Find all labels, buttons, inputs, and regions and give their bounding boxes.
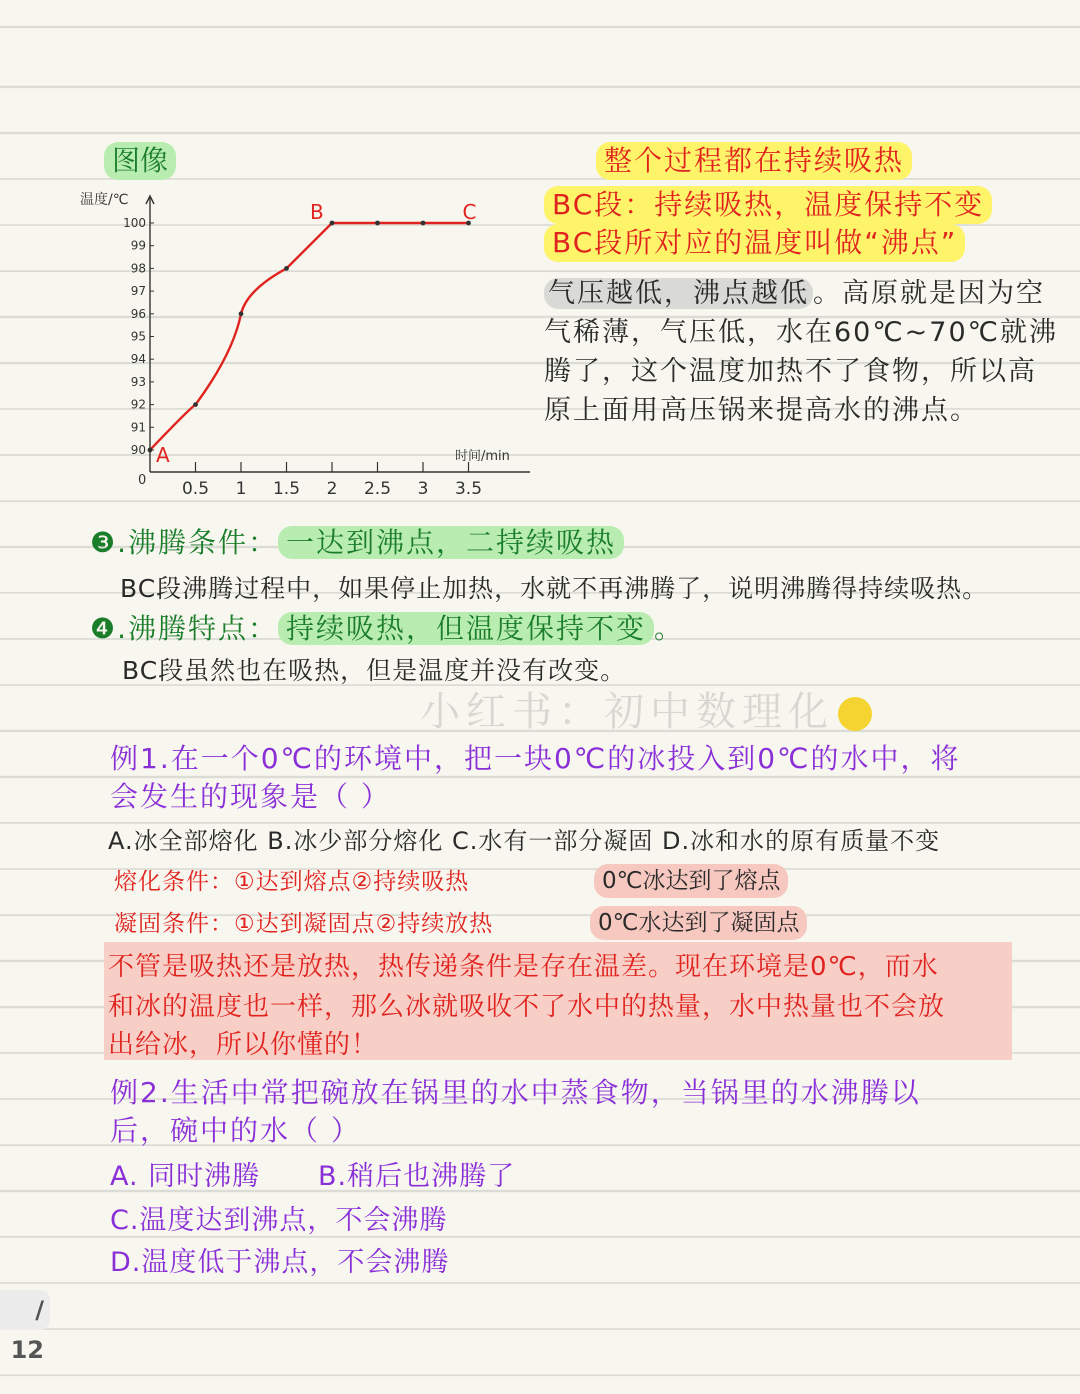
data-point <box>239 311 244 316</box>
y-tick-label: 97 <box>130 284 146 299</box>
para-line-1: 。高原就是因为空 <box>813 278 1045 309</box>
series-line <box>150 223 469 450</box>
boiling-feature <box>90 610 684 648</box>
y-tick-label: 95 <box>130 329 146 344</box>
x-tick-label: 3 <box>417 479 429 499</box>
data-point <box>148 448 153 453</box>
point-label-b: B <box>310 200 324 224</box>
freezing-condition: 凝固条件：①达到凝固点②持续放热 <box>114 911 494 937</box>
example-1-options: A.冰全部熔化 B.冰少部分熔化 C.水有一部分凝固 D.冰和水的原有质量不变 <box>108 827 941 855</box>
note-bc-segment: BC段：持续吸热，温度保持不变 <box>544 186 992 224</box>
point-label-a: A <box>156 443 170 467</box>
condition-4-label: ❹.沸腾特点： <box>90 612 279 645</box>
x-tick-label: 0.5 <box>181 479 210 499</box>
example-2-option-a: A. 同时沸腾 <box>110 1161 261 1192</box>
temperature-time-chart <box>70 180 530 500</box>
note-boiling-point-def: BC段所对应的温度叫做“沸点” <box>544 224 965 262</box>
y-tick-label: 99 <box>130 238 146 253</box>
x-tick-label: 1.5 <box>272 479 301 499</box>
data-point <box>375 221 380 226</box>
freezing-note: 0℃水达到了凝固点 <box>590 906 807 940</box>
example-1-question-line-2: 会发生的现象是（ ） <box>110 780 391 813</box>
y-tick-label: 96 <box>130 306 146 321</box>
y-tick-label: 90 <box>130 443 146 457</box>
example-1-explanation-line-3: 出给冰，所以你懂的！ <box>108 1030 379 1060</box>
origin-label: 0 <box>138 473 147 488</box>
y-tick-label: 93 <box>130 374 146 389</box>
example-2-option-c: C.温度达到沸点，不会沸腾 <box>110 1205 448 1236</box>
watermark-text: 小红书：初中数理化 <box>420 689 834 735</box>
y-tick-label: 98 <box>130 261 146 276</box>
y-tick-label: 92 <box>130 397 146 412</box>
y-tick-label: 100 <box>123 216 146 230</box>
condition-3-label: ❸.沸腾条件： <box>90 526 279 559</box>
example-1-question-line-1: 例1.在一个0℃的环境中，把一块0℃的冰投入到0℃的水中，将 <box>110 742 961 775</box>
condition-4-period: 。 <box>654 612 685 645</box>
para-line-3: 腾了，这个温度加热不了食物，所以高 <box>544 356 1037 387</box>
boiling-condition <box>90 524 624 562</box>
note-whole-process: 整个过程都在持续吸热 <box>596 142 912 180</box>
data-point <box>284 266 289 271</box>
example-2-question-line-1: 例2.生活中常把碗放在锅里的水中蒸食物，当锅里的水沸腾以 <box>110 1076 921 1109</box>
condition-4-explain: BC段虽然也在吸热，但是温度并没有改变。 <box>122 656 627 685</box>
data-point <box>421 221 426 226</box>
example-2-option-d: D.温度低于沸点，不会沸腾 <box>110 1247 450 1278</box>
data-point <box>330 221 335 226</box>
x-tick-label: 2.5 <box>363 479 392 499</box>
para-line-2: 气稀薄，气压低，水在60℃~70℃就沸 <box>544 317 1058 348</box>
example-2-option-b: B.稍后也沸腾了 <box>318 1161 516 1192</box>
thumbs-up-emoji-icon <box>838 697 872 731</box>
x-axis-label: 时间/min <box>455 449 510 464</box>
melting-condition: 熔化条件：①达到熔点②持续吸热 <box>114 869 470 895</box>
condition-4-highlight: 持续吸热，但温度保持不变 <box>278 612 654 645</box>
pressure-highlight: 气压越低，沸点越低 <box>544 278 813 309</box>
section-title: 图像 <box>104 142 176 180</box>
example-1-explanation-line-2: 和冰的温度也一样，那么冰就吸收不了水中的热量，水中热量也不会放 <box>108 992 946 1022</box>
x-tick-label: 3.5 <box>454 479 483 499</box>
point-label-c: C <box>462 200 477 224</box>
y-tick-label: 91 <box>130 420 146 435</box>
page-indicator: / 12 <box>0 1290 50 1330</box>
y-tick-label: 94 <box>130 352 146 367</box>
para-line-4: 原上面用高压锅来提高水的沸点。 <box>544 395 979 426</box>
x-tick-label: 1 <box>235 479 247 499</box>
pressure-paragraph <box>544 274 1058 430</box>
y-axis-label: 温度/℃ <box>80 192 129 208</box>
watermark <box>420 680 872 737</box>
data-point <box>193 402 198 407</box>
condition-3-explain: BC段沸腾过程中，如果停止加热，水就不再沸腾了，说明沸腾得持续吸热。 <box>120 574 989 603</box>
example-2-question-line-2: 后，碗中的水（ ） <box>110 1114 361 1147</box>
example-1-explanation-line-1: 不管是吸热还是放热，热传递条件是存在温差。现在环境是0℃，而水 <box>108 952 939 982</box>
x-tick-label: 2 <box>326 479 338 499</box>
condition-3-highlight: 一达到沸点，二持续吸热 <box>278 526 624 559</box>
melting-note: 0℃冰达到了熔点 <box>594 864 788 898</box>
